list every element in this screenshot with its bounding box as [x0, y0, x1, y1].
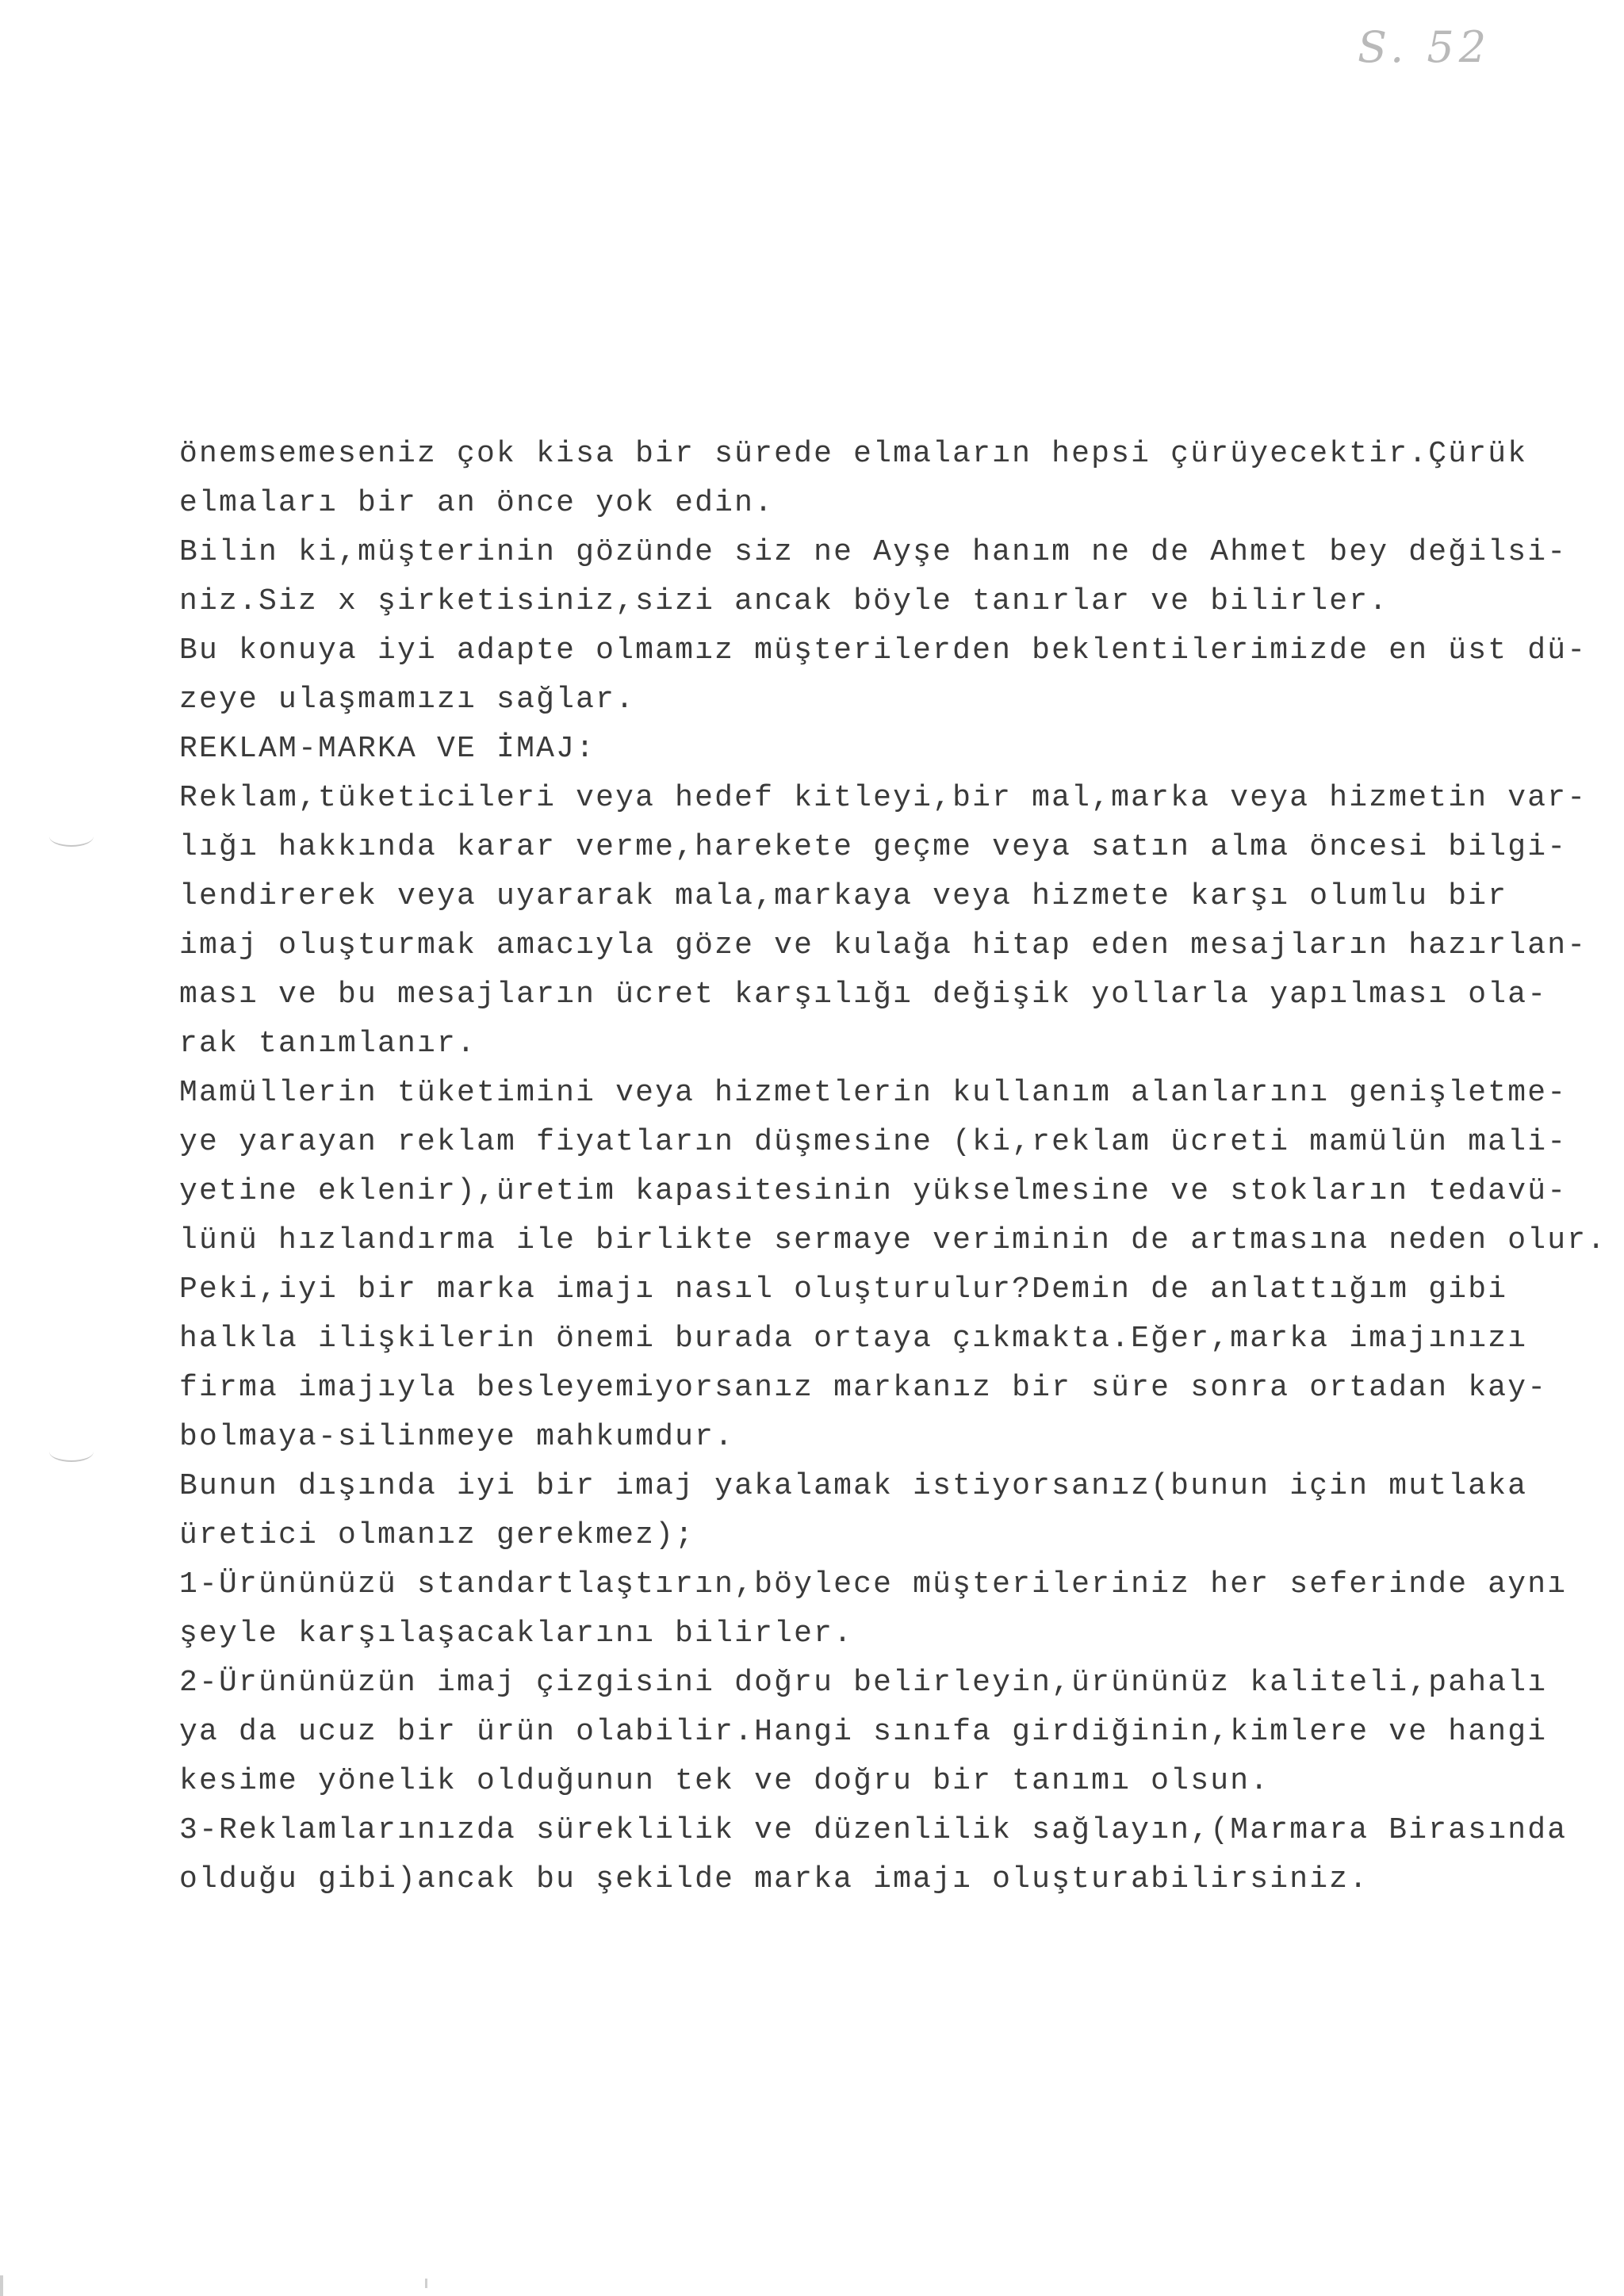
text-line: önemsemeseniz çok kisa bir sürede elmaların hepsi çürüyecektir.Çürük — [179, 437, 1528, 471]
text-line: lünü hızlandırma ile birlikte sermaye veriminin de artmasına neden olur. — [179, 1223, 1607, 1257]
typed-body-text — [179, 430, 1607, 1904]
text-line: Bu konuya iyi adapte olmamız müşterilerden beklentilerimizde en üst dü- — [179, 633, 1588, 668]
text-line: lendirerek veya uyararak mala,markaya veya hizmete karşı olumlu bir — [179, 879, 1508, 913]
text-line: elmaları bir an önce yok edin. — [179, 486, 775, 520]
text-line: bolmaya-silinmeye mahkumdur. — [179, 1420, 735, 1454]
text-line: Peki,iyi bir marka imajı nasıl oluşturulur?Demin de anlattığım gibi — [179, 1272, 1508, 1307]
text-line: niz.Siz x şirketisiniz,sizi ancak böyle tanırlar ve bilirler. — [179, 584, 1389, 618]
text-line: ye yarayan reklam fiyatların düşmesine (ki,reklam ücreti mamülün mali- — [179, 1125, 1568, 1159]
list-item: 1-Ürününüzü standartlaştırın,böylece müşterileriniz her seferinde aynı — [179, 1567, 1568, 1601]
text-line: halkla ilişkilerin önemi burada ortaya çıkmakta.Eğer,marka imajınızı — [179, 1322, 1528, 1356]
scan-edge-mark — [0, 2275, 3, 2296]
text-line: Bilin ki,müşterinin gözünde siz ne Ayşe hanım ne de Ahmet bey değilsi- — [179, 535, 1568, 569]
text-line: rak tanımlanır. — [179, 1027, 477, 1061]
text-line: Mamüllerin tüketimini veya hizmetlerin kullanım alanlarını genişletme- — [179, 1076, 1568, 1110]
text-line: lığı hakkında karar verme,harekete geçme veya satın alma öncesi bilgi- — [179, 830, 1568, 864]
text-line: ması ve bu mesajların ücret karşılığı değişik yollarla yapılması ola- — [179, 978, 1548, 1012]
punch-hole-mark — [49, 826, 94, 847]
text-line: zeye ulaşmamızı sağlar. — [179, 683, 636, 717]
list-item: 3-Reklamlarınızda süreklilik ve düzenlilik sağlayın,(Marmara Birasında — [179, 1813, 1568, 1847]
text-line: olduğu gibi)ancak bu şekilde marka imajı oluşturabilirsiniz. — [179, 1862, 1369, 1896]
punch-hole-mark — [49, 1441, 94, 1462]
text-line: Reklam,tüketicileri veya hedef kitleyi,bir mal,marka veya hizmetin var- — [179, 781, 1588, 815]
text-line: kesime yönelik olduğunun tek ve doğru bir tanımı olsun. — [179, 1764, 1270, 1798]
list-item: 2-Ürününüzün imaj çizgisini doğru belirleyin,ürününüz kaliteli,pahalı — [179, 1666, 1548, 1700]
scan-speck — [425, 2279, 427, 2288]
text-line: Bunun dışında iyi bir imaj yakalamak istiyorsanız(bunun için mutlaka — [179, 1469, 1528, 1503]
section-heading: REKLAM-MARKA VE İMAJ: — [179, 732, 596, 766]
text-line: şeyle karşılaşacaklarını bilirler. — [179, 1617, 854, 1651]
handwritten-page-number: S. 52 — [1358, 22, 1492, 72]
text-line: üretici olmanız gerekmez); — [179, 1518, 695, 1552]
text-line: imaj oluşturmak amacıyla göze ve kulağa hitap eden mesajların hazırlan- — [179, 928, 1588, 962]
text-line: firma imajıyla besleyemiyorsanız markanız bir süre sonra ortadan kay- — [179, 1371, 1548, 1405]
text-line: yetine eklenir),üretim kapasitesinin yükselmesine ve stokların tedavü- — [179, 1174, 1568, 1208]
text-line: ya da ucuz bir ürün olabilir.Hangi sınıfa girdiğinin,kimlere ve hangi — [179, 1715, 1548, 1749]
